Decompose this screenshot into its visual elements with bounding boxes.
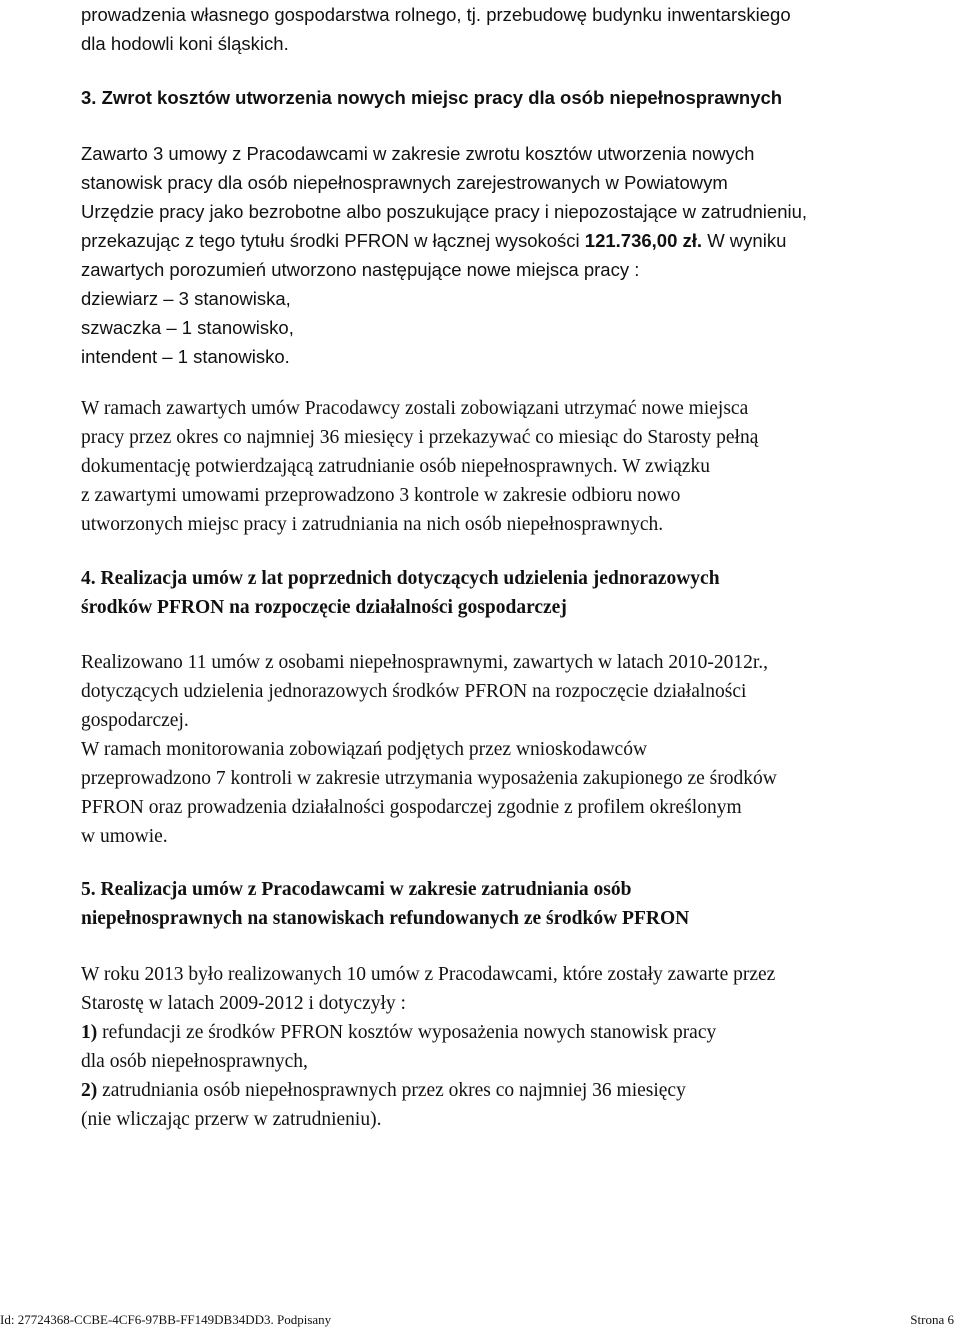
section-3-paragraph: [81, 139, 960, 371]
list-item: 2) zatrudniania osób niepełnosprawnych przez okres co najmniej 36 miesięcy: [81, 1080, 686, 1101]
text-line: przeprowadzono 7 kontroli w zakresie utrzymania wyposażenia zakupionego ze środków: [81, 768, 777, 789]
text-line: (nie wliczając przerw w zatrudnieniu).: [81, 1109, 382, 1130]
text-line: pracy przez okres co najmniej 36 miesięcy i przekazywać co miesiąc do Starosty pełną: [81, 427, 759, 448]
text-line: stanowisk pracy dla osób niepełnosprawnych zarejestrowanych w Powiatowym: [81, 172, 728, 193]
text-line: dokumentację potwierdzającą zatrudnianie osób niepełnosprawnych. W związku: [81, 456, 710, 477]
text-line: utworzonych miejsc pracy i zatrudniania na nich osób niepełnosprawnych.: [81, 514, 664, 535]
text-line: z zawartymi umowami przeprowadzono 3 kontrole w zakresie odbioru nowo: [81, 485, 681, 506]
section-5-paragraph: [81, 960, 960, 1134]
text-line: Realizowano 11 umów z osobami niepełnosprawnymi, zawartych w latach 2010-2012r.,: [81, 652, 769, 673]
text-line: gospodarczej.: [81, 710, 189, 731]
text-line: dla hodowli koni śląskich.: [81, 33, 289, 54]
text-line: dla osób niepełnosprawnych,: [81, 1051, 308, 1072]
text-line: szwaczka – 1 stanowisko,: [81, 317, 294, 338]
text-line: intendent – 1 stanowisko.: [81, 346, 290, 367]
text-line: W roku 2013 było realizowanych 10 umów z Pracodawcami, które zostały zawarte przez: [81, 964, 776, 985]
intro-continuation: [81, 0, 960, 58]
section-3-paragraph-2: [81, 394, 960, 539]
list-number: 2): [81, 1080, 98, 1101]
text-line: przekazując z tego tytułu środki PFRON w łącznej wysokości 121.736,00 zł. W wyniku: [81, 230, 787, 251]
text-line: dotyczących udzielenia jednorazowych środków PFRON na rozpoczęcie działalności: [81, 681, 747, 702]
text-line: PFRON oraz prowadzenia działalności gospodarczej zgodnie z profilem określonym: [81, 797, 742, 818]
list-item: 1) refundacji ze środków PFRON kosztów wyposażenia nowych stanowisk pracy: [81, 1022, 717, 1043]
section-4-paragraph: [81, 648, 960, 851]
text-line: w umowie.: [81, 826, 168, 847]
section-5-heading: 5. Realizacja umów z Pracodawcami w zakresie zatrudniania osób niepełnosprawnych na stanowiskach refundowanych ze środków PFRON: [81, 879, 690, 929]
text-line: W ramach monitorowania zobowiązań podjętych przez wnioskodawców: [81, 739, 648, 760]
section-4-heading: 4. Realizacja umów z lat poprzednich dotyczących udzielenia jednorazowych środków PFRON na rozpoczęcie działalności gospodarczej: [81, 568, 720, 618]
list-number: 1): [81, 1022, 98, 1043]
text-line: Starostę w latach 2009-2012 i dotyczyły :: [81, 993, 406, 1014]
text-line: W ramach zawartych umów Pracodawcy zostali zobowiązani utrzymać nowe miejsca: [81, 398, 749, 419]
section-3-heading: 3. Zwrot kosztów utworzenia nowych miejsc pracy dla osób niepełnosprawnych: [81, 87, 783, 108]
text-line: prowadzenia własnego gospodarstwa rolnego, tj. przebudowę budynku inwentarskiego: [81, 4, 791, 25]
text-line: dziewiarz – 3 stanowiska,: [81, 288, 291, 309]
text-line: Urzędzie pracy jako bezrobotne albo poszukujące pracy i niepozostające w zatrudnieniu,: [81, 201, 808, 222]
text-line: zawartych porozumień utworzono następujące nowe miejsca pracy :: [81, 259, 640, 280]
text-line: Zawarto 3 umowy z Pracodawcami w zakresie zwrotu kosztów utworzenia nowych: [81, 143, 755, 164]
amount: 121.736,00 zł.: [584, 230, 703, 251]
document-id: Id: 27724368-CCBE-4CF6-97BB-FF149DB34DD3. Podpisany: [0, 1312, 332, 1327]
page-number: Strona 6: [910, 1312, 954, 1327]
